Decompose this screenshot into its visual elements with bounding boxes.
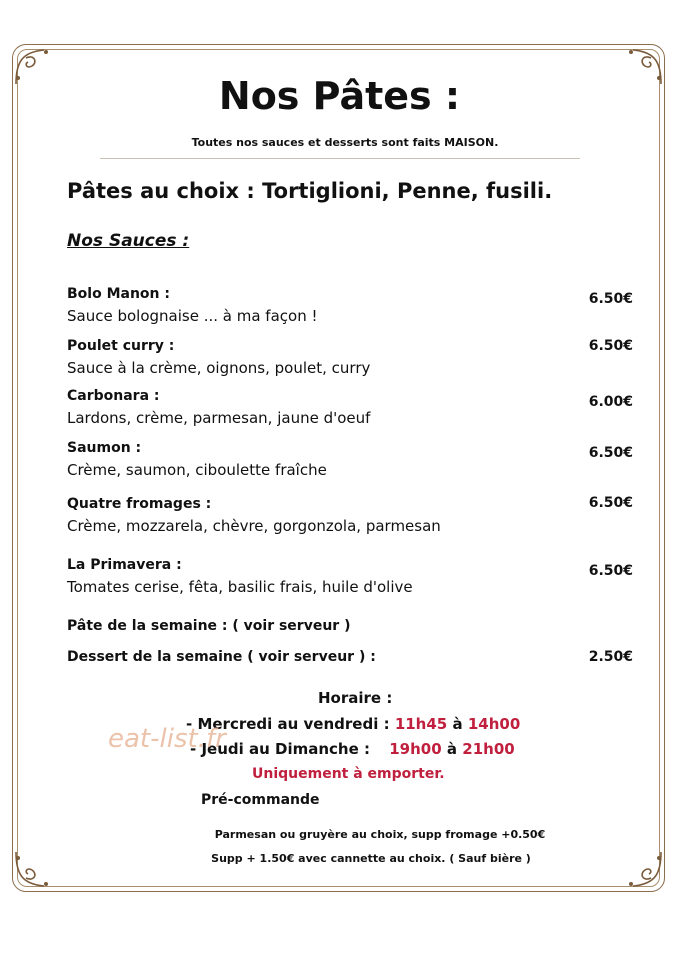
- menu-item-desc: Sauce bolognaise ... à ma façon !: [67, 307, 318, 325]
- hours-line-2: [190, 740, 515, 758]
- dessert-semaine: Dessert de la semaine ( voir serveur ) :: [67, 649, 376, 665]
- hours-heading: Horaire :: [318, 689, 393, 707]
- hours-line-1-start: 11h45: [394, 715, 448, 733]
- menu-item-name: La Primavera :: [67, 557, 182, 573]
- menu-item-desc: Lardons, crème, parmesan, jaune d'oeuf: [67, 409, 371, 427]
- menu-item-price: 6.50€: [588, 445, 633, 461]
- note-line: Parmesan ou gruyère au choix, supp fromage +0.50€: [214, 828, 546, 841]
- menu-item-desc: Crème, mozzarela, chèvre, gorgonzola, parmesan: [67, 517, 441, 535]
- note-line: Supp + 1.50€ avec cannette au choix. ( Sauf bière ): [211, 852, 531, 865]
- hours-line-1-sep: à: [452, 715, 463, 733]
- hours-line-2-label: - Jeudi au Dimanche :: [190, 740, 370, 758]
- pate-semaine: Pâte de la semaine : ( voir serveur ): [67, 618, 351, 634]
- menu-item-desc: Crème, saumon, ciboulette fraîche: [67, 461, 327, 479]
- menu-item-price: 6.50€: [588, 338, 633, 354]
- menu-item-name: Quatre fromages :: [67, 496, 212, 512]
- hours-line-2-end: 21h00: [462, 740, 515, 758]
- hours-line-2-start: 19h00: [389, 740, 442, 758]
- menu-item-desc: Tomates cerise, fêta, basilic frais, huile d'olive: [67, 578, 413, 596]
- page-subtitle: Toutes nos sauces et desserts sont faits MAISON.: [191, 136, 499, 149]
- dessert-semaine-price: 2.50€: [588, 649, 633, 665]
- watermark: eat-list.fr: [108, 724, 226, 754]
- menu-item-price: 6.50€: [588, 291, 633, 307]
- takeaway-notice: Uniquement à emporter.: [252, 766, 445, 782]
- menu-item-name: Saumon :: [67, 440, 142, 456]
- menu-item-name: Carbonara :: [67, 388, 160, 404]
- hours-line-1: [186, 715, 520, 733]
- menu-item-price: 6.50€: [588, 563, 633, 579]
- hours-line-2-sep: à: [446, 740, 458, 758]
- menu-item-name: Bolo Manon :: [67, 286, 170, 302]
- hours-line-1-end: 14h00: [467, 715, 521, 733]
- page-title: Nos Pâtes :: [218, 74, 461, 118]
- menu-item-desc: Sauce à la crème, oignons, poulet, curry: [67, 359, 371, 377]
- sauces-heading: Nos Sauces :: [67, 231, 190, 251]
- pasta-choice: Pâtes au choix : Tortiglioni, Penne, fusili.: [67, 179, 553, 203]
- precommande: Pré-commande: [201, 792, 320, 808]
- hours-line-1-label: - Mercredi au vendredi :: [186, 715, 390, 733]
- menu-item-price: 6.50€: [588, 495, 633, 511]
- menu-item-price: 6.00€: [588, 394, 633, 410]
- divider: [100, 158, 580, 159]
- menu-item-name: Poulet curry :: [67, 338, 175, 354]
